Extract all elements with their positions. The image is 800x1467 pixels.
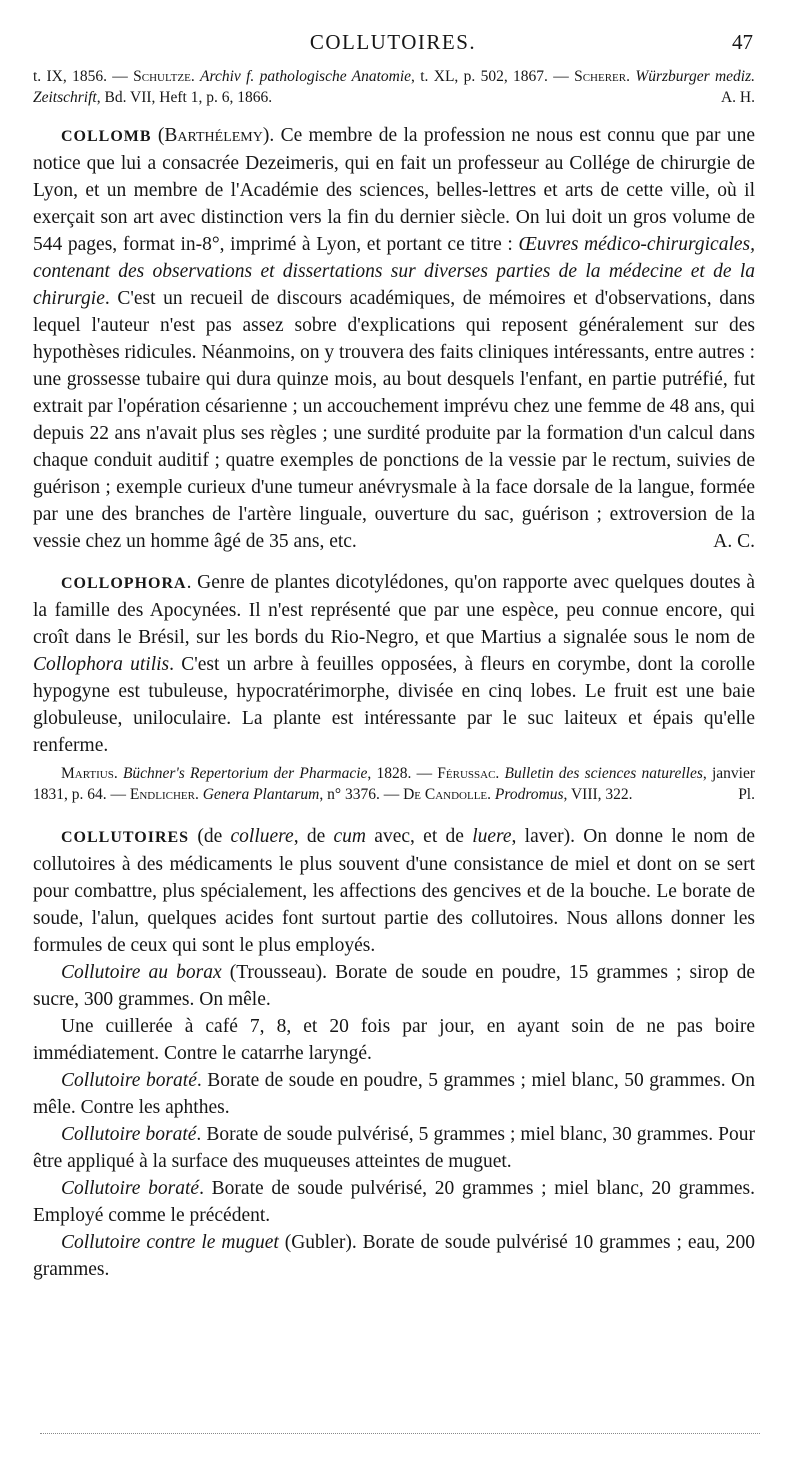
entry-text: avec, et de	[366, 826, 473, 847]
entry-text: . C'est un recueil de discours académiques, de mémoires et d'observations, dans lequel l'auteur n'est pas assez sobre d'explications qui reposent généralement sur des hypothèses ridicules. Néanmoins, on y trouvera des faits cliniques intéressants, entre autres : une grossesse tubaire qui dura quinze mois, au bout desquels l'enfant, en partie putréfié, fut extrait par l'opération césarienne ; un accouchement imprévu chez une femme de 48 ans, qui depuis 22 ans n'avait plus ses règles ; une surdité produite par la formation d'un calcul dans chaque conduit auditif ; quatre exemples de ponctions de la vessie par le rectum, suivies de guérison ; exemple curieux d'une tumeur anévrysmale à la face dorsale de la langue, formée par une des branches de l'artère linguale, ouverture du sac, guérison ; extroversion de la vessie chez un homme âgé de 35 ans, etc.	[33, 288, 755, 552]
entry-text: ).	[262, 125, 281, 146]
ref-text: .	[487, 786, 495, 803]
entry-collophora	[33, 569, 755, 759]
formula-item	[33, 1067, 755, 1121]
ref-text: , t. XL, p. 502, 1867. —	[411, 68, 575, 85]
page-header	[33, 30, 753, 58]
formula-name: Collutoire au borax	[61, 962, 222, 983]
formula-item	[33, 959, 755, 1013]
ref-author: De Candolle	[403, 786, 488, 803]
entry-text: Genre de plantes dicotylédones, qu'on rapporte avec quelques doutes à la famille des Apocynées. Il n'est représenté que par une espèce, peu connue encore, qui croît dans le Brésil, sur les bords du Rio-Negro, et que Martius a signalée sous le nom de	[33, 572, 755, 648]
book-title: Œuvres médico-chirurgicales, contenant des observations et dissertations sur diverses parties de la médecine et de la chirurgie	[33, 234, 755, 309]
collophora-references	[33, 763, 755, 805]
ref-journal: Würzburger mediz. Zeitschrift	[33, 68, 756, 106]
formula-item	[33, 1121, 755, 1175]
etymology-word: colluere	[230, 826, 294, 847]
ref-journal: Büchner's Repertorium der Pharmacie	[122, 765, 368, 782]
formula-name: Collutoire boraté	[61, 1178, 200, 1199]
entry-collutoires	[33, 823, 755, 959]
page-body	[33, 66, 755, 1283]
author-signature: A. H.	[720, 89, 755, 106]
entry-collomb	[33, 122, 755, 555]
formula-item	[33, 1013, 755, 1067]
formula-name: Collutoire boraté	[61, 1124, 197, 1145]
etymology-word: cum	[333, 826, 367, 847]
formula-text: . Borate de soude en poudre, 5 grammes ; miel blanc, 50 grammes. On mêle. Contre les aphthes.	[33, 1070, 755, 1118]
ref-text: .	[495, 765, 505, 782]
ref-text: .	[194, 786, 203, 803]
species-name: Collophora utilis	[33, 654, 170, 675]
intro-references	[33, 66, 755, 108]
ref-journal: Bulletin des sciences naturelles	[504, 765, 703, 782]
formula-author: (Trousseau)	[221, 962, 323, 983]
formula-author: (Gubler)	[278, 1232, 352, 1253]
entry-text: , de	[293, 826, 334, 847]
formula-text: . Borate de soude pulvérisé, 20 grammes ; miel blanc, 20 grammes. Employé comme le précédent.	[33, 1178, 755, 1226]
ref-text: .	[190, 68, 201, 85]
ref-author: Schultze	[133, 68, 191, 85]
running-title: COLLUTOIRES.	[309, 30, 477, 54]
ref-journal: Archiv f. pathologische Anatomie	[200, 68, 412, 85]
formula-name: Collutoire contre le muguet	[61, 1232, 279, 1253]
formula-item	[33, 1229, 755, 1283]
formula-text: Une cuillerée à café 7, 8, et 20 fois par jour, en ayant soin de ne pas boire immédiatement. Contre le catarrhe laryngé.	[33, 1016, 755, 1064]
ref-author: Martius	[61, 765, 114, 782]
formula-text: . Borate de soude pulvérisé 10 grammes ; eau, 200 grammes.	[33, 1232, 755, 1280]
footer-dotted-rule	[40, 1433, 760, 1434]
entry-text: .	[186, 572, 198, 593]
entry-text: Ce membre de la profession ne nous est connu que par une notice que lui a consacrée Dezeimeris, qui en fait un professeur au Collége de chirurgie de Lyon, et un membre de l'Académie des sciences, belles-lettres et arts de cette ville, où il exerçait son art avec distinction vers la fin du dernier siècle. On lui doit un gros volume de 544 pages, format in-8°, imprimé à Lyon, et portant ce titre :	[33, 125, 755, 255]
ref-author: Scherer	[574, 68, 627, 85]
ref-author: Endlicher	[129, 786, 195, 803]
formula-text: . Borate de soude pulvérisé, 5 grammes ; miel blanc, 30 grammes. Pour être appliqué à la surface des muqueuses atteintes de muguet.	[33, 1124, 756, 1172]
formula-text: . Borate de soude en poudre, 15 grammes ; sirop de sucre, 300 grammes. On mêle.	[33, 962, 755, 1010]
page-number: 47	[732, 30, 753, 54]
author-signature: A. C.	[713, 531, 755, 552]
ref-author: Férussac	[437, 765, 496, 782]
formula-item	[33, 1175, 755, 1229]
formula-name: Collutoire boraté	[61, 1070, 197, 1091]
entry-text: , laver).	[511, 826, 584, 847]
ref-text: , janvier 1831, p. 64. —	[33, 765, 756, 803]
ref-text: , 1828. —	[367, 765, 438, 782]
ref-text: .	[626, 68, 636, 85]
ref-text: t. IX, 1856. —	[33, 68, 134, 85]
ref-text: , Bd. VII, Heft 1, p. 6, 1866.	[96, 89, 273, 106]
entry-text: (de	[189, 826, 231, 847]
ref-text: , VIII, 322.	[563, 786, 633, 803]
ref-text: .	[113, 765, 123, 782]
ref-journal: Prodromus	[494, 786, 564, 803]
entry-text: (	[151, 125, 165, 146]
entry-headword: COLLOMB	[61, 128, 152, 145]
entry-headword: COLLOPHORA	[61, 575, 187, 592]
entry-text: On donne le nom de collutoires à des médicaments le plus souvent d'une consistance de miel et dont on se sert pour combattre, plus spécialement, les affections des gencives et de la bouche. Le borate de soude, l'alun, quelques acides font surtout partie des collutoires. Nous allons donner les formules de ceux qui sont le plus employés.	[33, 826, 756, 956]
ref-journal: Genera Plantarum	[202, 786, 320, 803]
entry-person-name: Barthélemy	[164, 125, 263, 146]
etymology-word: luere	[472, 826, 512, 847]
entry-text: . C'est un arbre à feuilles opposées, à fleurs en corymbe, dont la corolle hypogyne est tubuleuse, hypocratérimorphe, divisée en cinq lobes. Le fruit est une baie globuleuse, uniloculaire. La plante est intéressante par le suc laiteux et épais qu'elle renferme.	[33, 654, 756, 756]
ref-text: , n° 3376. —	[319, 786, 404, 803]
author-signature: Pl.	[738, 786, 755, 803]
entry-headword: COLLUTOIRES	[61, 829, 190, 846]
